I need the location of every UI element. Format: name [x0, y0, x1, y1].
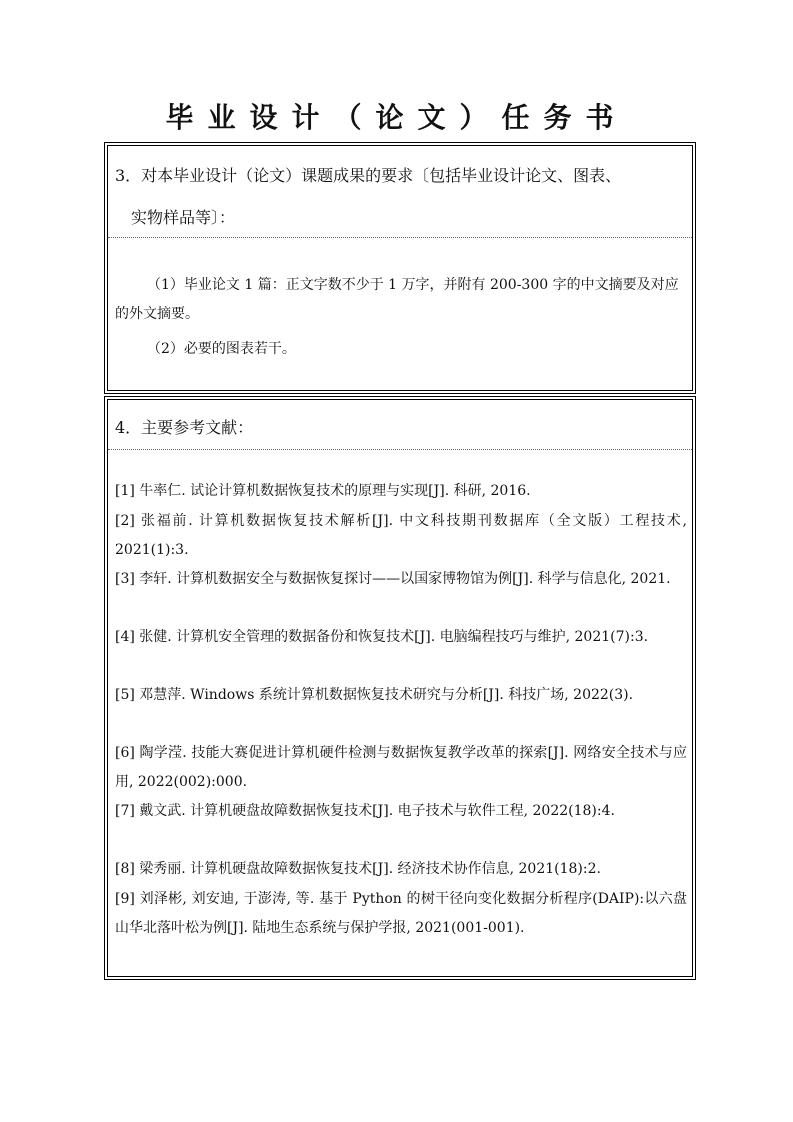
document-title: 毕业设计（论文）任务书	[165, 101, 628, 134]
section-divider	[108, 237, 692, 238]
requirements-heading-line1: 3．对本毕业设计（论文）课题成果的要求〔包括毕业设计论文、图表、	[115, 166, 622, 185]
requirements-section	[104, 142, 696, 394]
section-divider	[108, 449, 692, 450]
requirement-item: （2）必要的图表若干。	[147, 341, 296, 357]
reference-item: [1] 牛率仁. 试论计算机数据恢复技术的原理与实现[J]. 科研, 2016.	[115, 483, 531, 499]
reference-item: [5] 邓慧萍. Windows 系统计算机数据恢复技术研究与分析[J]. 科技广场, 2022(3).	[115, 687, 634, 703]
reference-item: [7] 戴文武. 计算机硬盘故障数据恢复技术[J]. 电子技术与软件工程, 2022(18):4.	[115, 803, 615, 819]
reference-item: [3] 李轩. 计算机数据安全与数据恢复探讨——以国家博物馆为例[J]. 科学与信息化, 2021.	[115, 571, 671, 587]
requirements-heading-line2: 实物样品等〕：	[131, 208, 236, 227]
reference-item: [2] 张福前. 计算机数据恢复技术解析[J]. 中文科技期刊数据库（全文版）工程技术, 2021(1):3.	[115, 513, 687, 558]
reference-item: [4] 张健. 计算机安全管理的数据备份和恢复技术[J]. 电脑编程技巧与维护, 2021(7):3.	[115, 629, 649, 645]
references-section	[104, 396, 696, 980]
requirement-item: （1）毕业论文 1 篇：正文字数不少于 1 万字，并附有 200-300 字的中文摘要及对应的外文摘要。	[115, 277, 679, 322]
references-heading: 4．主要参考文献：	[115, 418, 254, 437]
reference-item: [6] 陶学滢. 技能大赛促进计算机硬件检测与数据恢复教学改革的探索[J]. 网络安全技术与应用, 2022(002):000.	[115, 745, 687, 790]
reference-item: [9] 刘泽彬, 刘安迪, 于澎涛, 等. 基于 Python 的树干径向变化数据分析程序(DAIP):以六盘山华北落叶松为例[J]. 陆地生态系统与保护学报, 2021(001-001).	[115, 891, 687, 936]
reference-item: [8] 梁秀丽. 计算机硬盘故障数据恢复技术[J]. 经济技术协作信息, 2021(18):2.	[115, 861, 601, 877]
